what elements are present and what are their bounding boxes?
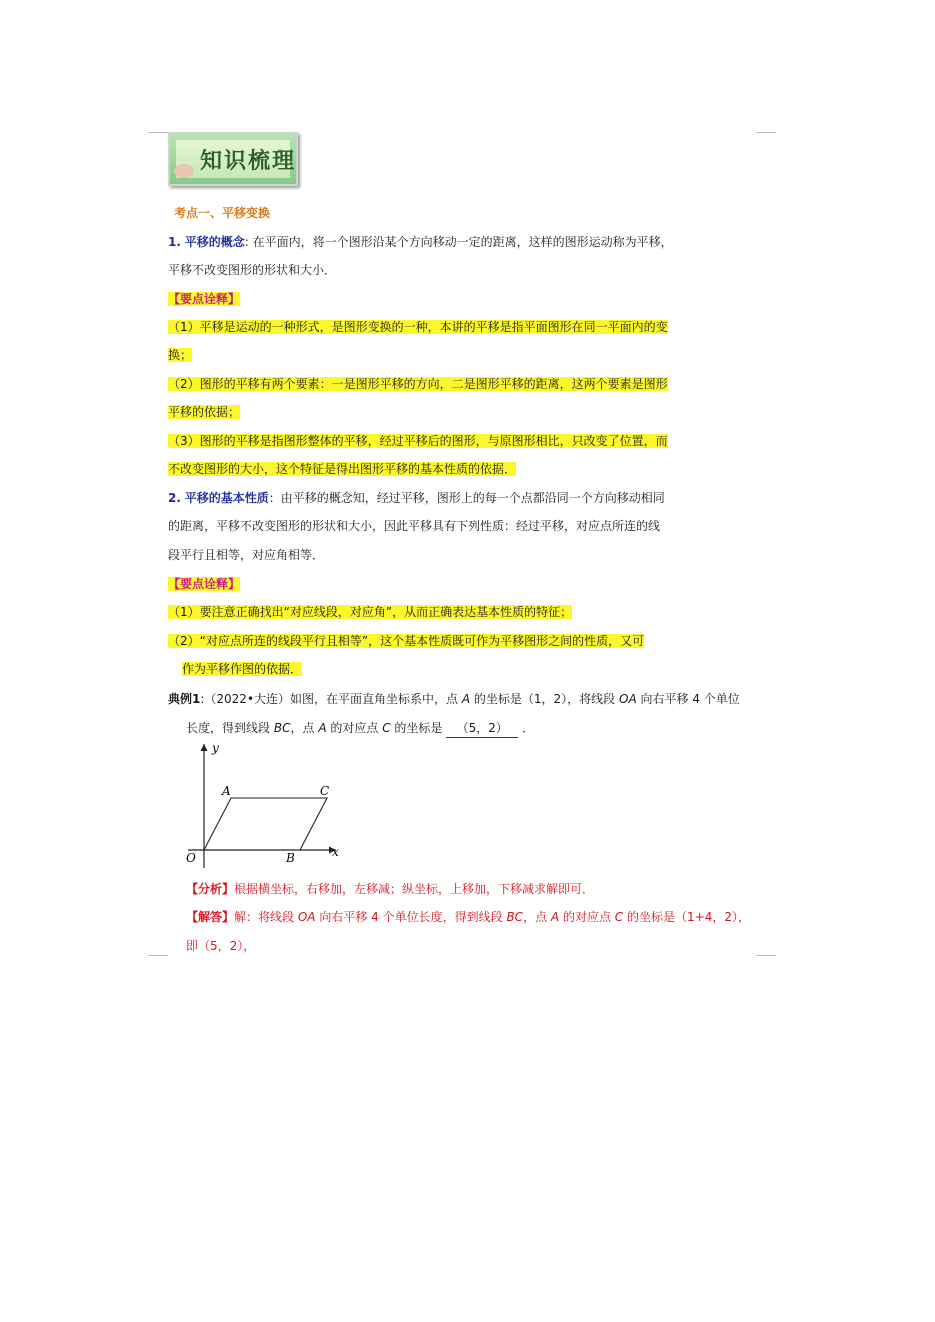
key-point-line: （2）图形的平移有两个要素：一是图形平移的方向，二是图形平移的距离，这两个要素是图形 — [168, 377, 668, 391]
key-point-line: 作为平移作图的依据． — [182, 662, 303, 676]
page-corner-mark — [148, 122, 168, 133]
paragraph-2-line-1: 2. 平移的基本性质：由平移的概念知，经过平移，图形上的每一个点都沿同一个方向移动相同 — [168, 491, 665, 505]
answer-blank: （5，2） — [446, 719, 518, 738]
badge-title: 知识梳理 — [200, 148, 297, 174]
key-point-line: （1）要注意正确找出“对应线段，对应角”，从而正确表达基本性质的特征； — [168, 605, 573, 619]
paragraph-1-line-2: 平移不改变图形的形状和大小． — [168, 263, 337, 277]
key-point-line: 换； — [168, 348, 193, 362]
key-point-line: （3）图形的平移是指图形整体的平移，经过平移后的图形，与原图形相比，只改变了位置，而 — [168, 434, 668, 448]
section-badge — [168, 132, 298, 186]
parallelogram-oacb — [204, 798, 327, 850]
mouse-icon — [174, 164, 194, 178]
solution-line-2: 即（5，2）， — [186, 939, 256, 953]
page-corner-mark — [756, 955, 776, 966]
point-label-a: A — [222, 784, 231, 798]
point-label-b: B — [286, 851, 295, 865]
paragraph-2-line-2: 的距离，平移不改变图形的形状和大小，因此平移具有下列性质：经过平移，对应点所连的线 — [168, 519, 661, 533]
example-line-1: 典例1:（2022•大连）如图，在平面直角坐标系中，点 A 的坐标是（1，2），将线段 OA 向右平移 4 个单位 — [168, 692, 740, 706]
point-label-c: C — [320, 784, 330, 798]
key-point-line: 平移的依据； — [168, 405, 241, 419]
key-point-line: 不改变图形的大小，这个特征是得出图形平移的基本性质的依据． — [168, 462, 517, 476]
key-points-title-2: 【要点诠释】 — [168, 577, 241, 591]
page-corner-mark — [756, 122, 776, 133]
key-points-title-1: 【要点诠释】 — [168, 292, 241, 306]
example-line-2: 长度，得到线段 BC，点 A 的对应点 C 的坐标是 （5，2） ． — [186, 719, 534, 738]
paragraph-1-line-1: 1. 平移的概念: 在平面内，将一个图形沿某个方向移动一定的距离，这样的图形运动称为平移， — [168, 235, 673, 249]
y-axis-label: y — [212, 741, 219, 755]
coordinate-figure — [180, 738, 350, 868]
point-label-o: O — [186, 851, 196, 865]
key-point-line: （1）平移是运动的一种形式，是图形变换的一种，本讲的平移是指平面图形在同一平面内的变 — [168, 320, 668, 334]
solution-line-1: 【解答】解：将线段 OA 向右平移 4 个单位长度，得到线段 BC，点 A 的对应点 C 的坐标是（1+4，2）， — [186, 910, 750, 924]
analysis-line: 【分析】根据横坐标，右移加，左移减；纵坐标，上移加，下移减求解即可． — [186, 882, 595, 896]
paragraph-2-line-3: 段平行且相等，对应角相等． — [168, 548, 325, 562]
key-point-line: （2）“对应点所连的线段平行且相等”，这个基本性质既可作为平移图形之间的性质，又可 — [168, 634, 645, 648]
x-axis-label: x — [332, 845, 339, 859]
section-title: 考点一、平移变换 — [174, 206, 271, 220]
page-corner-mark — [148, 955, 168, 966]
